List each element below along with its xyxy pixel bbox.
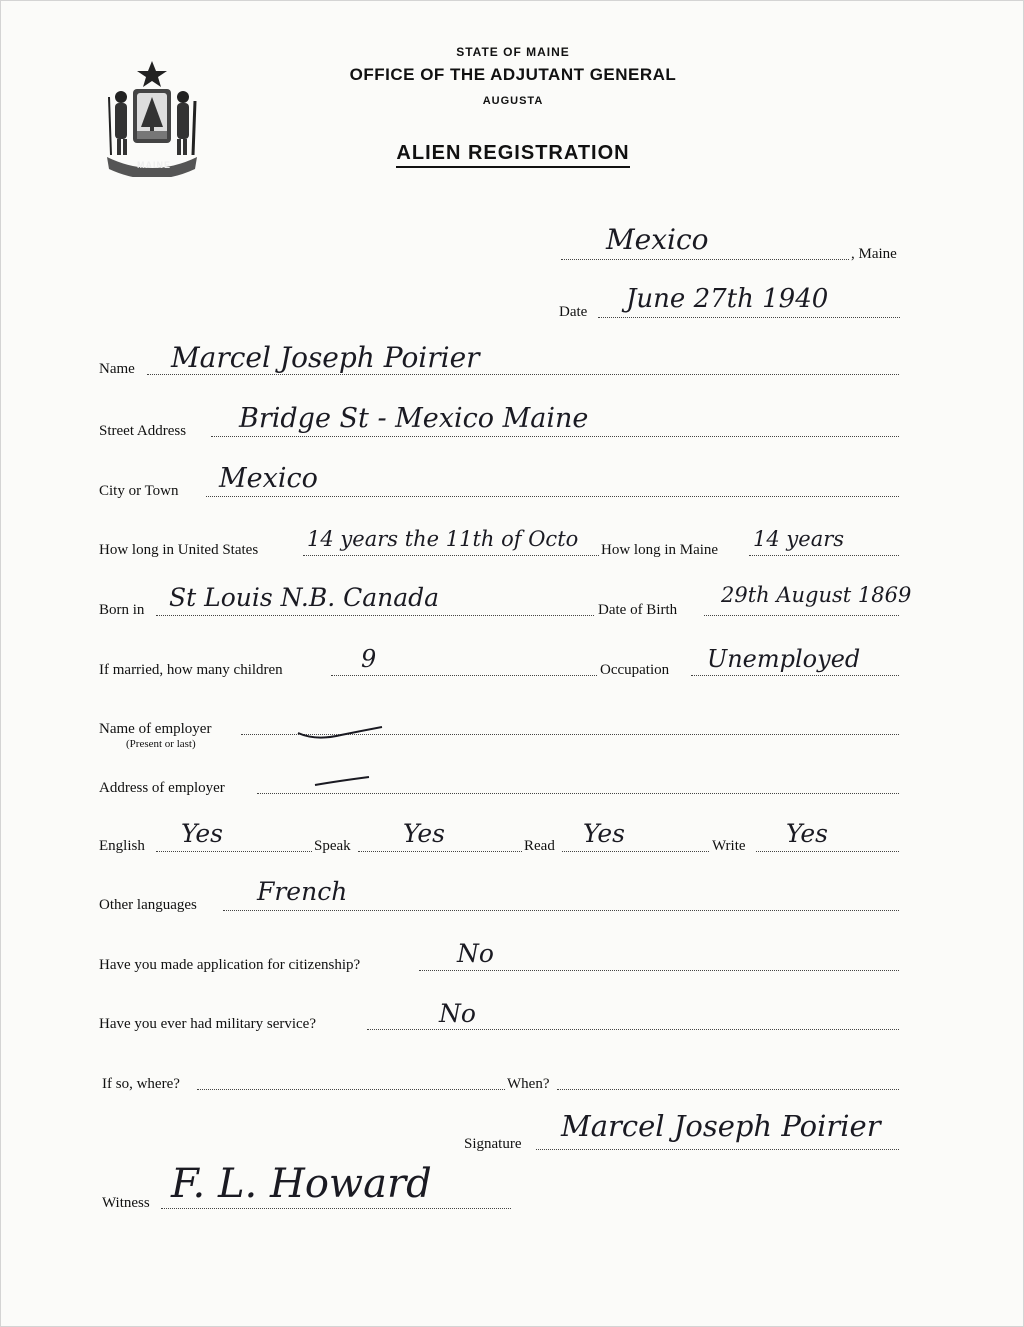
witness-value: F. L. Howard (171, 1161, 432, 1207)
street-value: Bridge St - Mexico Maine (239, 403, 589, 434)
english-label: English (99, 838, 145, 854)
military-value: No (439, 999, 476, 1028)
maine-duration-line (749, 555, 899, 556)
military-label: Have you ever had military service? (99, 1016, 316, 1032)
dob-label: Date of Birth (598, 602, 678, 618)
employer-name-label: Name of employer (99, 721, 212, 737)
other-languages-line (223, 910, 899, 911)
speak-label: Speak (314, 838, 351, 854)
us-duration-label: How long in United States (99, 542, 259, 558)
employer-address-label: Address of employer (99, 780, 225, 796)
employer-address-line (257, 793, 899, 794)
form-title: ALIEN REGISTRATION (1, 142, 1024, 165)
citizenship-line (419, 970, 899, 971)
employer-address-dash-mark (313, 773, 373, 789)
name-line (147, 374, 899, 375)
seal-banner-text: MAINE (137, 160, 171, 170)
children-line (331, 675, 597, 676)
other-languages-label: Other languages (99, 897, 197, 913)
date-value: June 27th 1940 (626, 284, 829, 314)
read-label: Read (524, 838, 555, 854)
citizenship-label: Have you made application for citizenship? (99, 957, 361, 973)
english-line (156, 851, 312, 852)
employer-name-dash-mark (296, 723, 386, 743)
other-languages-value: French (257, 877, 348, 906)
occupation-label: Occupation (600, 662, 670, 678)
street-label: Street Address (99, 423, 187, 439)
children-value: 9 (361, 645, 377, 673)
speak-line (358, 851, 522, 852)
where-label: If so, where? (102, 1076, 180, 1092)
write-label: Write (712, 838, 746, 854)
when-line (557, 1089, 899, 1090)
city-label: City or Town (99, 483, 179, 499)
signature-label: Signature (464, 1136, 522, 1152)
write-value: Yes (786, 819, 828, 848)
maine-duration-label: How long in Maine (601, 542, 719, 558)
dob-line (704, 615, 899, 616)
occupation-value: Unemployed (707, 645, 861, 673)
place-value: Mexico (606, 223, 709, 256)
read-line (562, 851, 709, 852)
read-value: Yes (583, 819, 625, 848)
military-line (367, 1029, 899, 1030)
born-value: St Louis N.B. Canada (169, 583, 440, 612)
when-label: When? (507, 1076, 550, 1092)
date-line (598, 317, 900, 318)
children-label: If married, how many children (99, 662, 283, 678)
dob-value: 29th August 1869 (721, 583, 912, 607)
header-office: OFFICE OF THE ADJUTANT GENERAL (349, 65, 677, 84)
born-line (156, 615, 594, 616)
born-label: Born in (99, 602, 145, 618)
witness-line (161, 1208, 511, 1209)
header-city: AUGUSTA (482, 95, 544, 107)
name-value: Marcel Joseph Poirier (171, 341, 480, 374)
street-line (211, 436, 899, 437)
employer-name-sublabel: (Present or last) (126, 738, 196, 750)
name-label: Name (99, 361, 135, 377)
header-state: STATE OF MAINE (456, 45, 570, 59)
place-label: , Maine (851, 246, 897, 262)
signature-line (536, 1149, 899, 1150)
english-value: Yes (181, 819, 223, 848)
us-duration-value: 14 years the 11th of Octo (307, 527, 579, 551)
place-line (561, 259, 849, 260)
us-duration-line (303, 555, 599, 556)
write-line (756, 851, 899, 852)
citizenship-value: No (457, 939, 494, 968)
date-label: Date (559, 304, 588, 320)
where-line (197, 1089, 505, 1090)
witness-label: Witness (102, 1195, 150, 1211)
city-line (206, 496, 899, 497)
occupation-line (691, 675, 899, 676)
speak-value: Yes (403, 819, 445, 848)
maine-duration-value: 14 years (753, 527, 845, 551)
city-value: Mexico (219, 463, 318, 494)
signature-value: Marcel Joseph Poirier (561, 1109, 881, 1143)
